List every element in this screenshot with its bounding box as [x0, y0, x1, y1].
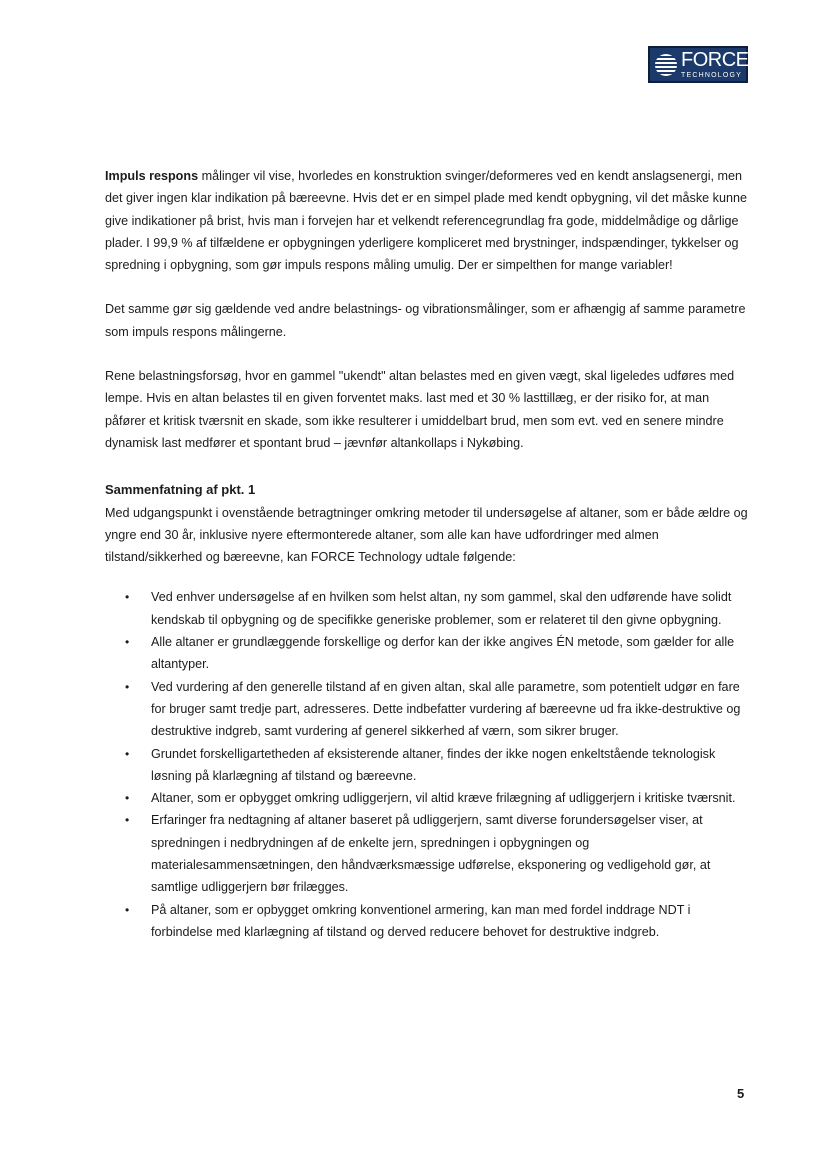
- paragraph-belastning: Det samme gør sig gældende ved andre belastnings- og vibrationsmålinger, som er afhængig af samme parametre som impuls respons målingerne.: [105, 302, 746, 339]
- list-item-text: Altaner, som er opbygget omkring udliggerjern, vil altid kræve frilægning af udliggerjern i kritiske tværsnit.: [151, 791, 736, 806]
- bullet-icon: •: [125, 590, 130, 605]
- summary-intro: Med udgangspunkt i ovenstående betragtninger omkring metoder til undersøgelse af altaner, som er både ældre og yngre end 30 år, inklusive nyere eftermonterede altaner, som alle kan have udfordringer med almen tilstand/sikkerhed og bæreevne, kan FORCE Technology udtale følgende:: [105, 505, 748, 565]
- paragraph-impuls-respons: [105, 165, 753, 276]
- globe-logo-icon: [655, 54, 677, 76]
- list-item: [105, 743, 753, 788]
- paragraph-text: målinger vil vise, hvorledes en konstruktion svinger/deformeres ved en kendt anslagsenergi, men det giver ingen klar indikation på bæreevne. Hvis det er en simpel plade med kendt opbygning, vil det måske kunne give indikationer på brist, hvis man i forvejen har et velkendt referencegrundlag fra gode, middelmådige og dårlige plader. I 99,9 % af tilfældene er opbygningen yderligere kompliceret med brystninger, indspændinger, tykkelser og spredning i opbygning, som gør impuls respons måling umulig. Der er simpelthen for mange variabler!: [105, 169, 747, 273]
- bullet-icon: •: [125, 635, 130, 650]
- logo-subtitle: TECHNOLOGY: [681, 72, 743, 79]
- list-item-text: Erfaringer fra nedtagning af altaner baseret på udliggerjern, samt diverse forundersøgelser viser, at spredningen i nedbrydningen af de enkelte jern, spredningen i opbygningen og materialesammensætningen, den håndværksmæssige udførelse, eksponering og vedligehold gør, at samtlige udliggerjern bør frilægges.: [151, 813, 711, 895]
- list-item: [105, 787, 753, 809]
- list-item: [105, 809, 753, 898]
- list-item-text: På altaner, som er opbygget omkring konventionel armering, kan man med fordel inddrage NDT i forbindelse med klarlægning af tilstand og derved reducere behovet for destruktive indgreb.: [151, 902, 691, 939]
- list-item: [105, 676, 753, 743]
- paragraph-belastningsforsog: Rene belastningsforsøg, hvor en gammel "ukendt" altan belastes med en given vægt, skal ligeledes udføres med lempe. Hvis en altan belastes til en given forventet maks. last med et 30 % lasttillæg, er der risiko for, at man påfører et kritisk tværsnit en skade, som ikke resulterer i umiddelbart brud, men som evt. ved en senere mindre dynamisk last medfører et spontant brud – jævnfør altankollaps i Nykøbing.: [105, 369, 735, 450]
- bullet-icon: •: [125, 791, 130, 806]
- bullet-icon: •: [125, 746, 130, 761]
- list-item-text: Ved enhver undersøgelse af en hvilken som helst altan, ny som gammel, skal den udførende have solidt kendskab til opbygning og de specifikke generiske problemer, som er relateret til den givne opbygning.: [151, 590, 732, 627]
- logo-wordmark: FORCE: [681, 49, 749, 71]
- list-item-text: Ved vurdering af den generelle tilstand af en given altan, skal alle parametre, som potentielt udgør en fare for bruger samt tredje part, adresseres. Dette indbefatter vurdering af bæreevne ud fra ikke-destruktive og destruktive indgreb, samt vurdering af generel sikkerhed af værn, som sikrer bruger.: [151, 679, 741, 739]
- list-item: [105, 899, 753, 944]
- list-item: [105, 631, 753, 676]
- list-item-text: Alle altaner er grundlæggende forskellige og derfor kan der ikke angives ÉN metode, som gælder for alle altantyper.: [151, 635, 735, 672]
- page-number: 5: [737, 1086, 745, 1101]
- bullet-icon: •: [125, 813, 130, 828]
- bullet-icon: •: [125, 902, 130, 917]
- summary-bullet-list: [105, 586, 753, 943]
- document-body: [105, 165, 753, 943]
- list-item-text: Grundet forskelligartetheden af eksisterende altaner, findes der ikke nogen enkeltstående teknologisk løsning på klarlægning af tilstand og bæreevne.: [151, 746, 716, 783]
- section-heading: Sammenfatning af pkt. 1: [105, 482, 256, 498]
- bullet-icon: •: [125, 679, 130, 694]
- list-item: [105, 586, 753, 631]
- paragraph-lead-term: Impuls respons: [105, 169, 199, 183]
- force-technology-logo: [648, 46, 748, 83]
